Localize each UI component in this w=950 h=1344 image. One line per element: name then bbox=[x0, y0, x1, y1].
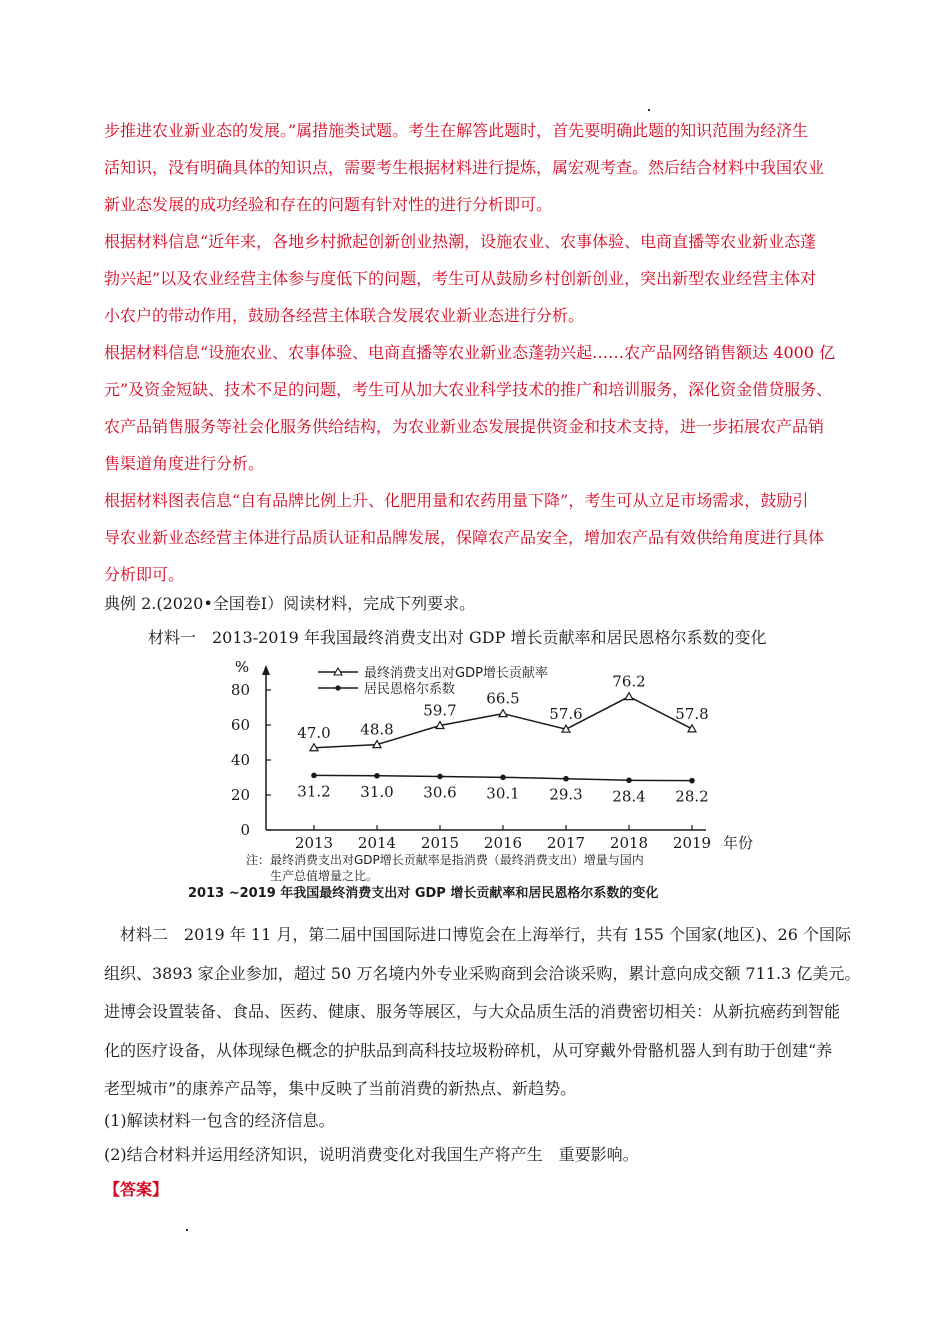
legend-marker bbox=[335, 685, 340, 690]
analysis-line: 活知识，没有明确具体的知识点，需要考生根据材料进行提炼，属宏观考查。然后结合材料中我国农业 bbox=[104, 158, 825, 177]
point-dot bbox=[500, 775, 506, 781]
legend-label: 居民恩格尔系数 bbox=[364, 682, 456, 697]
answer-label: 【答案】 bbox=[104, 1180, 169, 1199]
analysis-line: 根据材料图表信息“自有品牌比例上升、化肥用量和农药用量下降”，考生可从立足市场需求，鼓励引 bbox=[104, 491, 809, 510]
point-triangle bbox=[688, 725, 696, 732]
data-label: 28.4 bbox=[612, 787, 646, 806]
chart-caption: 2013 ~2019 年我国最终消费支出对 GDP 增长贡献率和居民恩格尔系数的变化 bbox=[188, 886, 659, 901]
material2-line: 进博会设置装备、食品、医药、健康、服务等展区，与大众品质生活的消费密切相关：从新抗癌药到智能 bbox=[104, 1002, 841, 1021]
analysis-line: 根据材料信息“设施农业、农事体验、电商直播等农业新业态蓬勃兴起……农产品网络销售额达 4000 亿 bbox=[104, 343, 836, 362]
analysis-line: 新业态发展的成功经验和存在的问题有针对性的进行分析即可。 bbox=[104, 195, 553, 214]
analysis-line: 农产品销售服务等社会化服务供给结构，为农业新业态发展提供资金和技术支持，进一步拓展农产品销 bbox=[104, 417, 825, 436]
material2-line: 组织、3893 家企业参加，超过 50 万名境内外专业采购商到会洽谈采购，累计意向成交额 711.3 亿美元。 bbox=[104, 963, 861, 983]
analysis-line: 分析即可。 bbox=[104, 565, 185, 584]
analysis-line: 根据材料信息“近年来，各地乡村掀起创新创业热潮，设施农业、农事体验、电商直播等农业新业态蓬 bbox=[104, 232, 817, 251]
data-label: 76.2 bbox=[612, 672, 646, 691]
example-heading: 典例 2.(2020•全国卷Ⅰ）阅读材料，完成下列要求。 bbox=[104, 594, 476, 613]
point-dot bbox=[563, 776, 569, 782]
data-label: 28.2 bbox=[675, 787, 709, 806]
chart-note-line-2: 生产总值增量之比。 bbox=[270, 869, 379, 883]
material2-line: 老型城市”的康养产品等，集中反映了当前消费的新热点、新趋势。 bbox=[104, 1079, 577, 1098]
chart-note-line-1: 注：最终消费支出对GDP增长贡献率是指消费（最终消费支出）增量与国内 bbox=[246, 853, 644, 867]
data-label: 57.6 bbox=[549, 705, 583, 724]
y-tick-label: 60 bbox=[230, 716, 250, 734]
chart-svg bbox=[190, 655, 780, 865]
data-label: 48.8 bbox=[360, 720, 394, 739]
x-tick-label: 2014 bbox=[357, 834, 397, 852]
x-tick-label: 2018 bbox=[609, 834, 649, 852]
y-tick-label: 20 bbox=[230, 786, 250, 804]
material2-line: 材料二 2019 年 11 月，第二届中国国际进口博览会在上海举行，共有 155 个国家(地区)、26 个国际 bbox=[120, 925, 851, 944]
y-axis-arrow bbox=[262, 665, 270, 675]
x-tick-label: 2013 bbox=[294, 834, 334, 852]
y-unit-label: % bbox=[234, 658, 250, 676]
x-unit-label: 年份 bbox=[722, 834, 754, 852]
data-label: 59.7 bbox=[423, 701, 457, 720]
y-tick-label: 0 bbox=[240, 821, 250, 839]
x-tick-label: 2015 bbox=[420, 834, 460, 852]
question-2: (2)结合材料并运用经济知识，说明消费变化对我国生产将产生 重要影响。 bbox=[104, 1145, 639, 1164]
analysis-line: 步推进农业新业态的发展。”属措施类试题。考生在解答此题时，首先要明确此题的知识范围为经济生 bbox=[104, 121, 809, 140]
analysis-line: 导农业新业态经营主体进行品质认证和品牌发展，保障农产品安全，增加农产品有效供给角度进行具体 bbox=[104, 528, 825, 547]
analysis-line: 售渠道角度进行分析。 bbox=[104, 454, 265, 473]
dot-mark bbox=[648, 109, 650, 111]
point-dot bbox=[689, 778, 695, 784]
y-tick-label: 40 bbox=[230, 751, 250, 769]
data-label: 31.2 bbox=[297, 782, 331, 801]
x-tick-label: 2016 bbox=[483, 834, 523, 852]
legend-label: 最终消费支出对GDP增长贡献率 bbox=[364, 666, 548, 681]
data-label: 66.5 bbox=[486, 689, 520, 708]
analysis-line: 小农户的带动作用，鼓励各经营主体联合发展农业新业态进行分析。 bbox=[104, 306, 585, 325]
line-chart bbox=[190, 655, 780, 905]
data-label: 30.6 bbox=[423, 783, 457, 802]
data-label: 31.0 bbox=[360, 782, 394, 801]
data-label: 57.8 bbox=[675, 704, 709, 723]
x-tick-label: 2019 bbox=[672, 834, 712, 852]
data-label: 29.3 bbox=[549, 785, 583, 804]
analysis-line: 勃兴起”以及农业经营主体参与度低下的问题，考生可从鼓励乡村创新创业，突出新型农业经营主体对 bbox=[104, 269, 817, 288]
point-dot bbox=[311, 773, 317, 779]
material2-line: 化的医疗设备，从体现绿色概念的护肤品到高科技垃圾粉碎机，从可穿戴外骨骼机器人到有助于创建“养 bbox=[104, 1040, 833, 1060]
data-label: 30.1 bbox=[486, 784, 520, 803]
y-tick-label: 80 bbox=[230, 681, 250, 699]
dot-mark bbox=[186, 1229, 188, 1231]
material1-caption: 材料一 2013-2019 年我国最终消费支出对 GDP 增长贡献率和居民恩格尔系数的变化 bbox=[148, 628, 767, 647]
x-tick-label: 2017 bbox=[546, 834, 586, 852]
point-dot bbox=[437, 774, 443, 780]
analysis-paragraph bbox=[104, 112, 874, 593]
analysis-line: 元”及资金短缺、技术不足的问题，考生可从加大农业科学技术的推广和培训服务，深化资金借贷服务、 bbox=[104, 380, 833, 399]
point-triangle bbox=[499, 710, 507, 717]
data-label: 47.0 bbox=[297, 723, 331, 742]
point-dot bbox=[626, 778, 632, 784]
material2 bbox=[104, 916, 874, 1109]
question-1: (1)解读材料一包含的经济信息。 bbox=[104, 1111, 335, 1130]
point-dot bbox=[374, 773, 380, 779]
point-triangle bbox=[625, 693, 633, 700]
